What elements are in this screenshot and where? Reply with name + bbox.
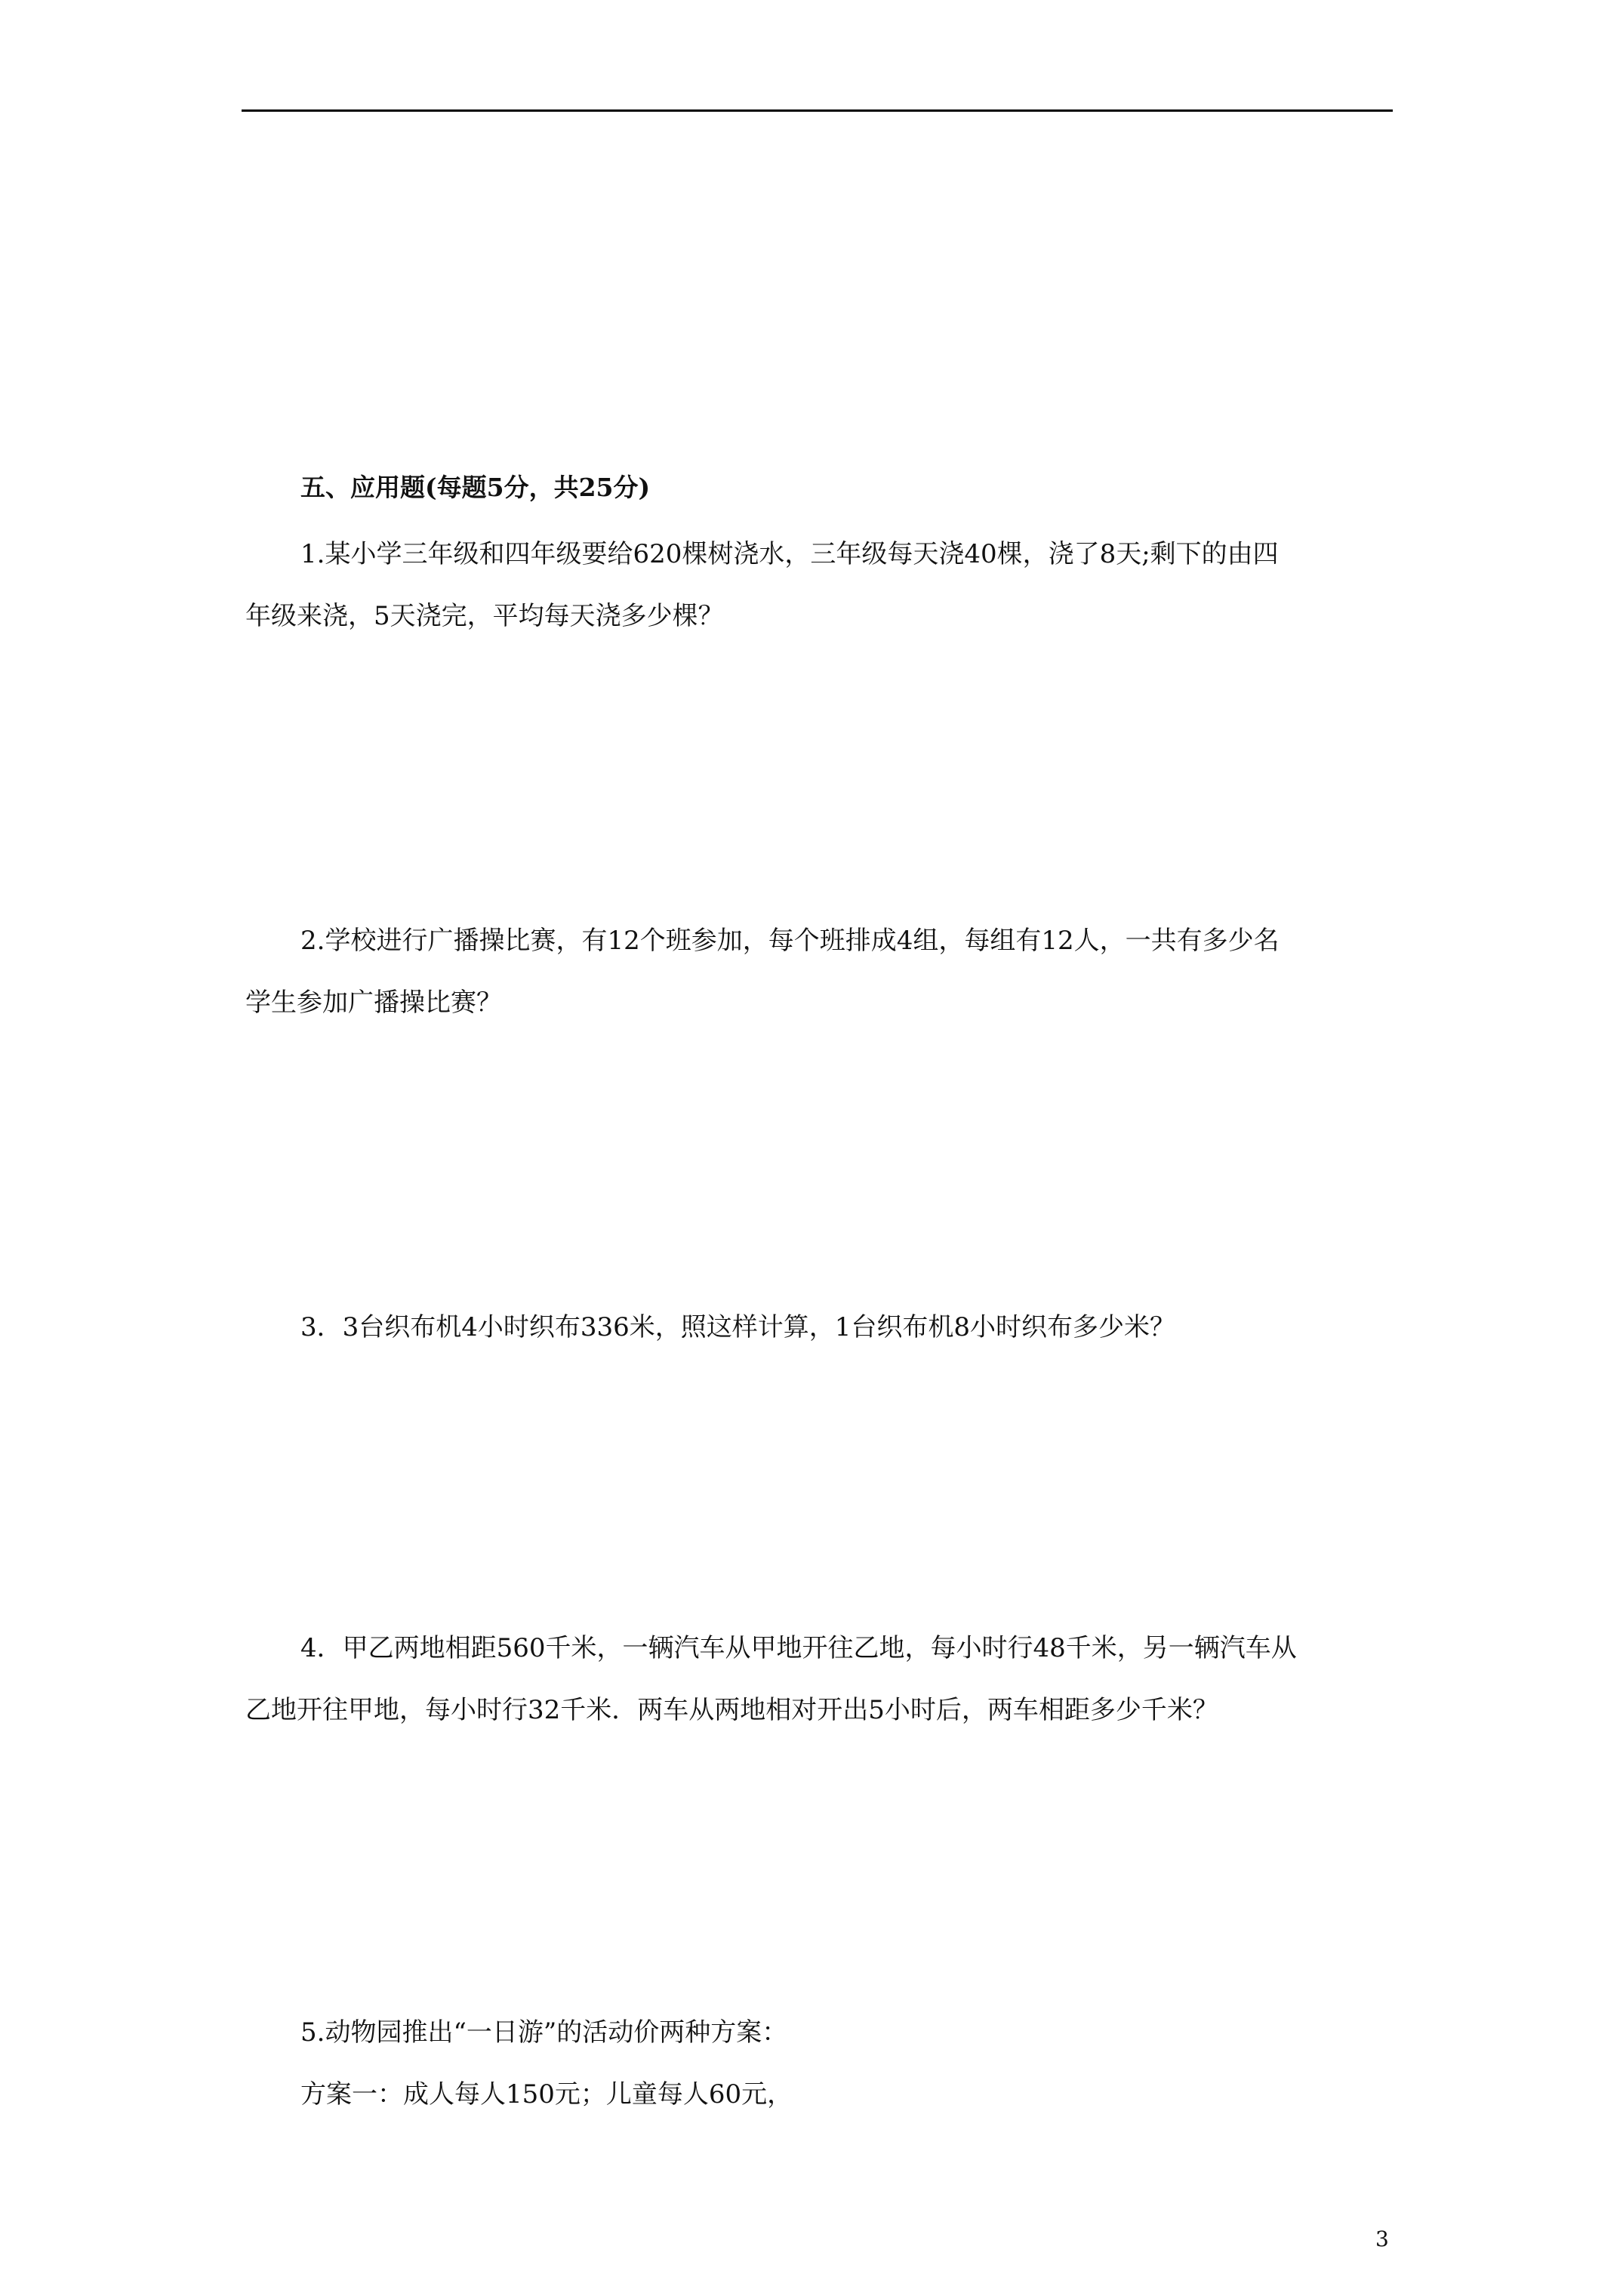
problem-5-line-1: 5.动物园推出“一日游”的活动价两种方案： bbox=[300, 2017, 788, 2048]
problem-1-line-2: 年级来浇，5天浇完，平均每天浇多少棵？ bbox=[245, 601, 724, 631]
problem-4-line-1: 4．甲乙两地相距560千米，一辆汽车从甲地开往乙地，每小时行48千米，另一辆汽车从 bbox=[300, 1633, 1297, 1663]
section-heading: 五、应用题(每题5分，共25分) bbox=[300, 473, 651, 502]
header-rule bbox=[242, 109, 1393, 112]
problem-5-line-2: 方案一：成人每人150元；儿童每人60元， bbox=[300, 2079, 793, 2110]
problem-2-line-1: 2.学校进行广播操比赛，有12个班参加，每个班排成4组，每组有12人，一共有多少名 bbox=[300, 926, 1280, 956]
problem-3-line-1: 3．3台织布机4小时织布336米，照这样计算，1台织布机8小时织布多少米？ bbox=[300, 1312, 1176, 1342]
page-number: 3 bbox=[1375, 2227, 1389, 2251]
problem-4-line-2: 乙地开往甲地，每小时行32千米．两车从两地相对开出5小时后，两车相距多少千米？ bbox=[245, 1695, 1218, 1725]
problem-1-line-1: 1.某小学三年级和四年级要给620棵树浇水，三年级每天浇40棵，浇了8天;剩下的由四 bbox=[300, 539, 1279, 569]
problem-2-line-2: 学生参加广播操比赛？ bbox=[245, 988, 502, 1018]
